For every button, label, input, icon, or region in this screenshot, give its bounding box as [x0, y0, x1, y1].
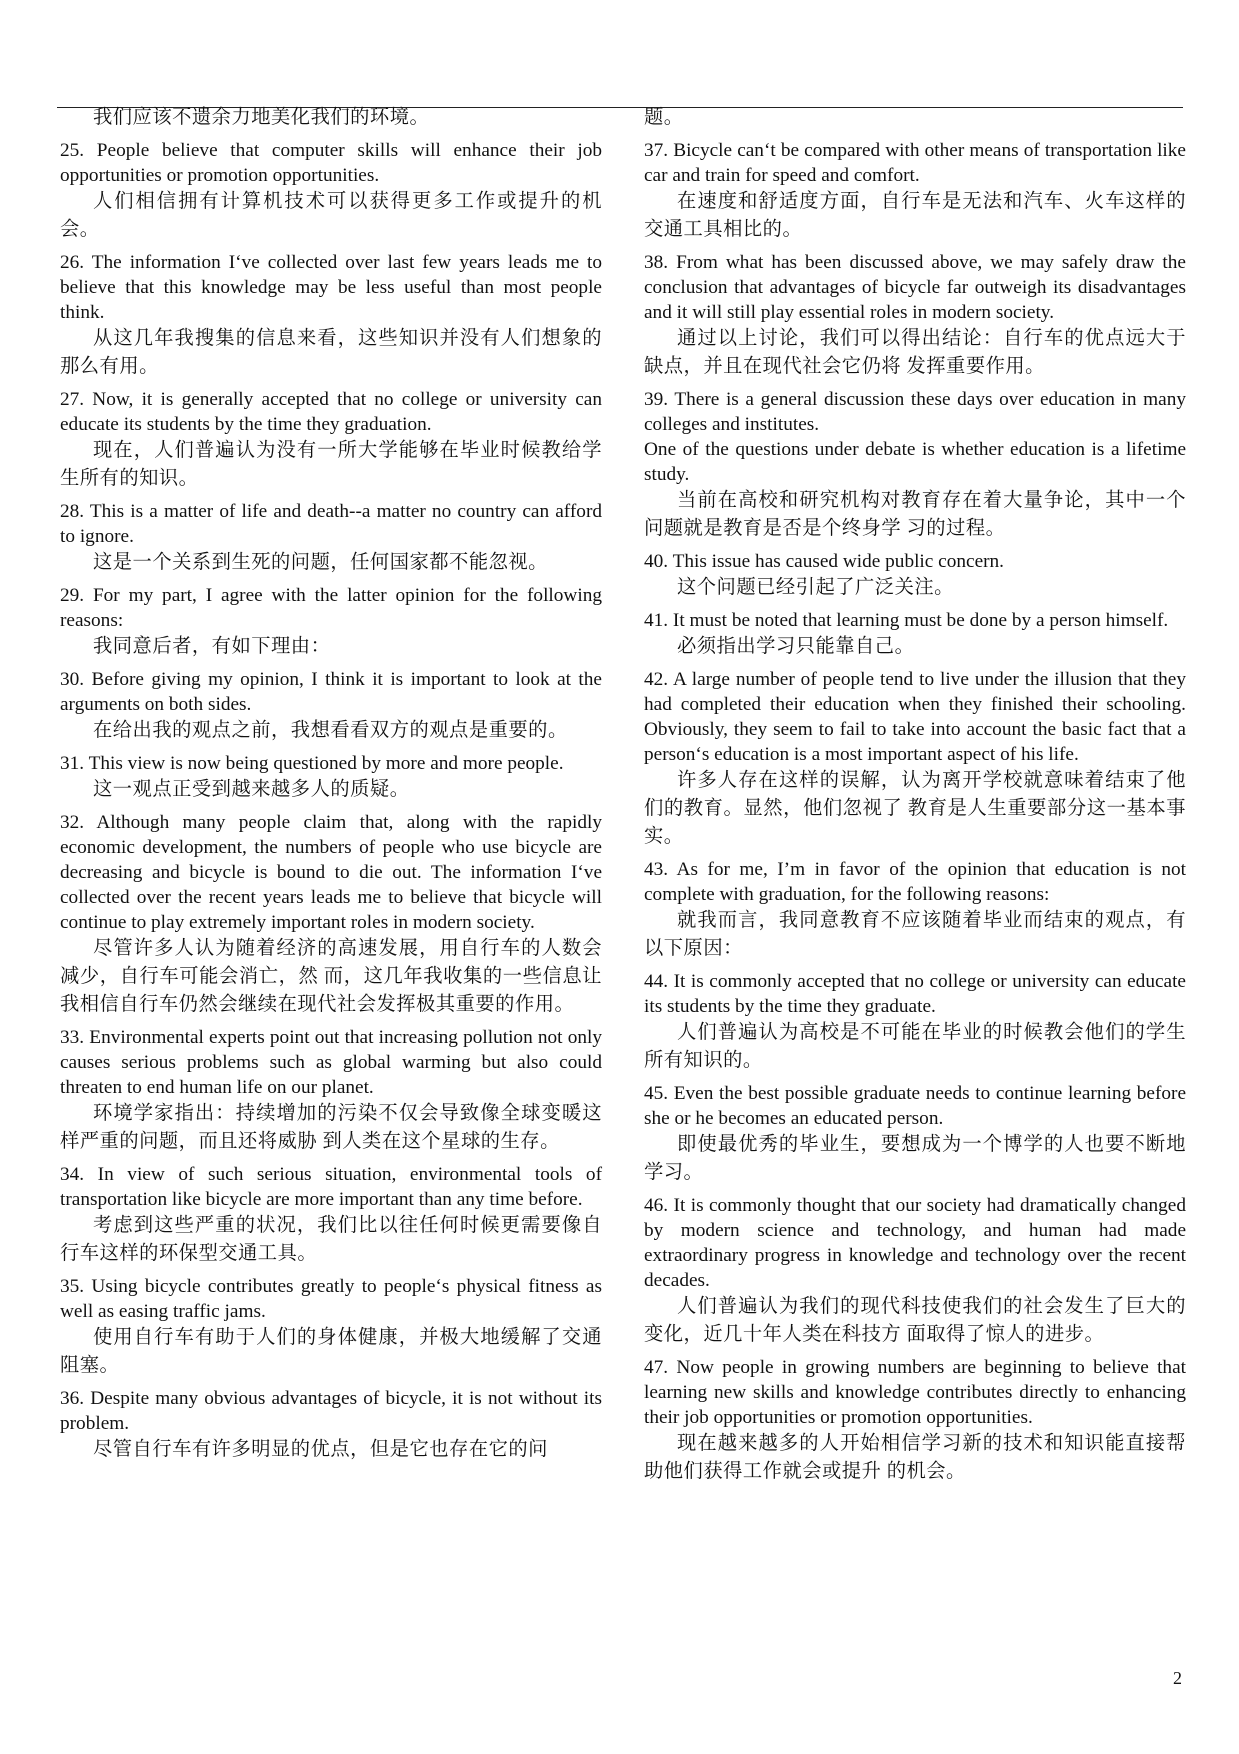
en-text: 41. It must be noted that learning must be done by a person himself.: [644, 610, 1169, 631]
entry-24-cont: [60, 104, 602, 132]
zh-text: 许多人存在这样的误解，认为离开学校就意味着结束了他们的教育。显然，他们忽视了 教育是人生重要部分这一基本事实。: [644, 770, 1186, 847]
zh-text: 当前在高校和研究机构对教育存在着大量争论，其中一个问题就是教育是否是个终身学 习的过程。: [644, 490, 1186, 539]
zh-text: 尽管许多人认为随着经济的高速发展，用自行车的人数会减少，自行车可能会消亡，然 而，这几年我收集的一些信息让我相信自行车仍然会继续在现代社会发挥极其重要的作用。: [60, 938, 602, 1015]
entry-32: [60, 810, 602, 1019]
entry-45: [644, 1081, 1186, 1187]
entry-39: [644, 387, 1186, 543]
en-text: 38. From what has been discussed above, we may safely draw the conclusion that advantages of bicycle far outweigh its disadvantages and it will still play essential roles in modern society.: [644, 252, 1186, 323]
zh-text: 从这几年我搜集的信息来看，这些知识并没有人们想象的那么有用。: [60, 328, 602, 377]
en-text: 26. The information I‘ve collected over last few years leads me to believe that this knowledge may be less useful than most people think.: [60, 252, 602, 323]
zh-text: 尽管自行车有许多明显的优点，但是它也存在它的问: [93, 1439, 548, 1460]
en-text: 42. A large number of people tend to live under the illusion that they had completed their education when they finished their schooling. Obviously, they seem to fail to take into account the basic fact that a person‘s education is a most important aspect of his life.: [644, 669, 1186, 765]
entry-29: [60, 583, 602, 661]
zh-text: 人们普遍认为高校是不可能在毕业的时候教会他们的学生所有知识的。: [644, 1022, 1186, 1071]
zh-text: 通过以上讨论，我们可以得出结论：自行车的优点远大于缺点，并且在现代社会它仍将 发挥重要作用。: [644, 328, 1186, 377]
zh-text: 这个问题已经引起了广泛关注。: [677, 577, 954, 598]
entry-37: [644, 138, 1186, 244]
entry-33: [60, 1025, 602, 1156]
zh-text: 现在，人们普遍认为没有一所大学能够在毕业时候教给学生所有的知识。: [60, 440, 602, 489]
zh-text: 考虑到这些严重的状况，我们比以往任何时候更需要像自行车这样的环保型交通工具。: [60, 1215, 602, 1264]
zh-text: 人们相信拥有计算机技术可以获得更多工作或提升的机会。: [60, 191, 602, 240]
en-text: 33. Environmental experts point out that increasing pollution not only causes serious problems such as global warming but also could threaten to end human life on our planet.: [60, 1027, 602, 1098]
en-text: 39. There is a general discussion these days over education in many colleges and institutes.: [644, 389, 1186, 435]
entry-31: [60, 751, 602, 804]
zh-text: 在给出我的观点之前，我想看看双方的观点是重要的。: [93, 720, 568, 741]
zh-text: 环境学家指出：持续增加的污染不仅会导致像全球变暖这样严重的问题，而且还将威胁 到人类在这个星球的生存。: [60, 1103, 602, 1152]
en-text: 29. For my part, I agree with the latter opinion for the following reasons:: [60, 585, 602, 631]
en-text: 31. This view is now being questioned by more and more people.: [60, 753, 564, 774]
en-text: 43. As for me, I’m in favor of the opinion that education is not complete with graduation, for the following reasons:: [644, 859, 1186, 905]
entry-30: [60, 667, 602, 745]
en-text: 25. People believe that computer skills will enhance their job opportunities or promotion opportunities.: [60, 140, 602, 186]
entry-42: [644, 667, 1186, 851]
en-text: 36. Despite many obvious advantages of bicycle, it is not without its problem.: [60, 1388, 602, 1434]
page-number: 2: [1173, 1668, 1182, 1688]
entry-36: [60, 1386, 602, 1464]
entry-40: [644, 549, 1186, 602]
entry-44: [644, 969, 1186, 1075]
entry-38: [644, 250, 1186, 381]
zh-text: 这一观点正受到越来越多人的质疑。: [93, 779, 410, 800]
en-text: 34. In view of such serious situation, environmental tools of transportation like bicycle are more important than any time before.: [60, 1164, 602, 1210]
en-text: 40. This issue has caused wide public concern.: [644, 551, 1005, 572]
zh-text: 即使最优秀的毕业生，要想成为一个博学的人也要不断地学习。: [644, 1134, 1186, 1183]
en-text: 37. Bicycle can‘t be compared with other means of transportation like car and train for speed and comfort.: [644, 140, 1186, 186]
en-text: 28. This is a matter of life and death--a matter no country can afford to ignore.: [60, 501, 602, 547]
en-text: 35. Using bicycle contributes greatly to people‘s physical fitness as well as easing traffic jams.: [60, 1276, 602, 1322]
entry-43: [644, 857, 1186, 963]
zh-text: 我们应该不遗余力地美化我们的环境。: [93, 107, 430, 128]
en-text-2: One of the questions under debate is whether education is a lifetime study.: [644, 439, 1186, 485]
zh-text: 现在越来越多的人开始相信学习新的技术和知识能直接帮助他们获得工作就会或提升 的机会。: [644, 1433, 1186, 1482]
entry-41: [644, 608, 1186, 661]
entry-46: [644, 1193, 1186, 1349]
zh-text: 使用自行车有助于人们的身体健康，并极大地缓解了交通阻塞。: [60, 1327, 602, 1376]
entry-27: [60, 387, 602, 493]
en-text: 47. Now people in growing numbers are beginning to believe that learning new skills and knowledge contributes directly to enhancing their job opportunities or promotion opportunities.: [644, 1357, 1186, 1428]
en-text: 27. Now, it is generally accepted that no college or university can educate its students by the time they graduation.: [60, 389, 602, 435]
zh-text: 必须指出学习只能靠自己。: [677, 636, 915, 657]
right-column: [644, 104, 1186, 1492]
zh-text: 题。: [644, 107, 684, 128]
en-text: 46. It is commonly thought that our society had dramatically changed by modern science and technology, and human had made extraordinary progress in knowledge and technology over the recent decades.: [644, 1195, 1186, 1291]
zh-text: 在速度和舒适度方面，自行车是无法和汽车、火车这样的交通工具相比的。: [644, 191, 1186, 240]
entry-36-cont: [644, 104, 1186, 132]
entry-47: [644, 1355, 1186, 1486]
zh-text: 人们普遍认为我们的现代科技使我们的社会发生了巨大的变化，近几十年人类在科技方 面取得了惊人的进步。: [644, 1296, 1186, 1345]
en-text: 44. It is commonly accepted that no college or university can educate its students by the time they graduate.: [644, 971, 1186, 1017]
entry-28: [60, 499, 602, 577]
en-text: 32. Although many people claim that, along with the rapidly economic development, the numbers of people who use bicycle are decreasing and bicycle is bound to die out. The information I‘ve collected over the recent years leads me to believe that bicycle will continue to play extremely important roles in modern society.: [60, 812, 602, 933]
en-text: 45. Even the best possible graduate needs to continue learning before she or he becomes an educated person.: [644, 1083, 1186, 1129]
left-column: [60, 104, 602, 1470]
entry-26: [60, 250, 602, 381]
zh-text: 就我而言，我同意教育不应该随着毕业而结束的观点，有以下原因：: [644, 910, 1186, 959]
en-text: 30. Before giving my opinion, I think it is important to look at the arguments on both sides.: [60, 669, 602, 715]
zh-text: 我同意后者，有如下理由：: [93, 636, 331, 657]
zh-text: 这是一个关系到生死的问题，任何国家都不能忽视。: [93, 552, 548, 573]
entry-35: [60, 1274, 602, 1380]
entry-25: [60, 138, 602, 244]
entry-34: [60, 1162, 602, 1268]
